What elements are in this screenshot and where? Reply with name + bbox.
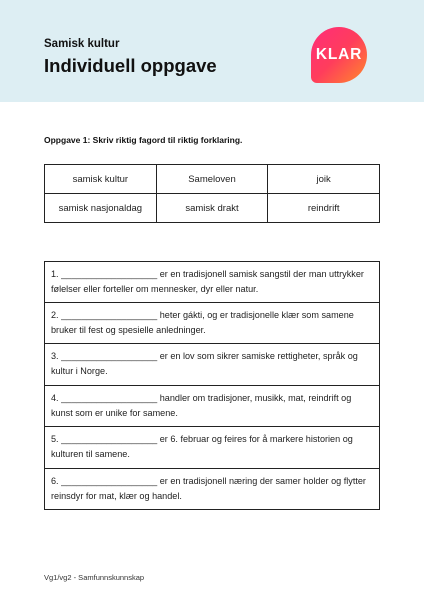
header-banner [0,0,424,102]
term-cell: reindrift [268,194,380,223]
question-item: 3. ___________________ er en lov som sikrer samiske rettigheter, språk og kultur i Norge. [44,344,380,386]
task-instruction: Oppgave 1: Skriv riktig fagord til riktig forklaring. [44,135,243,145]
question-item: 4. ___________________ handler om tradisjoner, musikk, mat, reindrift og kunst som er unike for samene. [44,386,380,428]
question-item: 5. ___________________ er 6. februar og feires for å markere historien og kulturen til samene. [44,427,380,469]
logo-text: KLAR [315,46,363,63]
question-item: 6. ___________________ er en tradisjonell næring der samer holder og flytter reinsdyr for mat, klær og handel. [44,469,380,511]
term-cell: samisk nasjonaldag [45,194,157,223]
terms-row [45,165,380,194]
term-cell: samisk drakt [156,194,268,223]
terms-table [44,164,380,223]
subject-label: Samisk kultur [44,38,120,50]
term-cell: joik [268,165,380,194]
question-item: 1. ___________________ er en tradisjonell samisk sangstil der man uttrykker følelser eller forteller om mennesker, dyr eller natur. [44,261,380,303]
terms-row [45,194,380,223]
question-item: 2. ___________________ heter gákti, og er tradisjonelle klær som samene bruker til fest og spesielle anledninger. [44,303,380,345]
klar-logo [311,27,367,83]
term-cell: samisk kultur [45,165,157,194]
page-title: Individuell oppgave [44,55,217,76]
term-cell: Sameloven [156,165,268,194]
questions-list [44,261,380,510]
footer-text: Vg1/vg2 - Samfunnskunnskap [44,573,145,582]
